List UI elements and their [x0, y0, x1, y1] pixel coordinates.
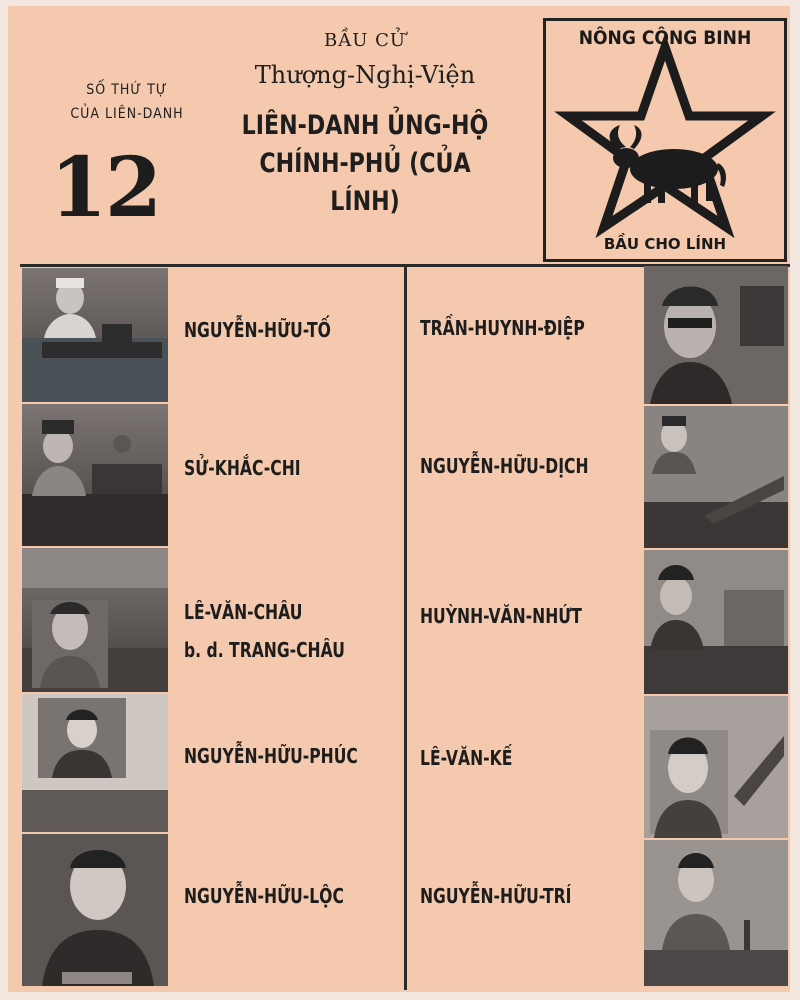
center-divider — [404, 266, 407, 990]
photo-portrait-airman — [644, 406, 788, 548]
candidate-photo-right-1 — [644, 266, 788, 404]
photo-portrait-sunglasses — [644, 266, 788, 404]
candidate-photo-right-3 — [644, 550, 788, 694]
candidate-photo-left-3 — [22, 548, 168, 692]
slate-name-line2: CHÍNH-PHỦ (CỦA LÍNH) — [259, 148, 471, 217]
candidate-name-right-2: NGUYỄN-HỮU-DỊCH — [420, 454, 589, 478]
photo-portrait-man-field — [644, 840, 788, 986]
list-number: 12 — [49, 140, 161, 236]
candidate-name-left-2: SỬ-KHẮC-CHI — [184, 456, 301, 480]
candidate-photo-right-2 — [644, 406, 788, 548]
candidate-name-right-5: NGUYỄN-HỮU-TRÍ — [420, 884, 572, 908]
candidate-name-left-4: NGUYỄN-HỮU-PHÚC — [184, 744, 358, 768]
candidate-name-left-3: LÊ-VĂN-CHÂU — [184, 600, 303, 624]
photo-portrait-civilian — [22, 548, 168, 692]
candidate-alias-left-3: b. d. TRANG-CHÂU — [184, 638, 345, 662]
header-title-block — [205, 30, 525, 221]
emblem-top-text: NÔNG CÔNG BINH — [578, 27, 752, 49]
candidate-photo-right-4 — [644, 696, 788, 838]
senate-label: Thượng-Nghị-Viện — [254, 61, 476, 89]
photo-portrait-pilot — [644, 696, 788, 838]
candidate-photo-left-4 — [22, 694, 168, 832]
list-number-label-line1: SỐ THỨ TỰ — [86, 82, 168, 98]
list-number-label-line2: CỦA LIÊN-DANH — [70, 106, 184, 122]
photo-portrait-officer — [22, 834, 168, 986]
candidate-name-left-5: NGUYỄN-HỮU-LỘC — [184, 884, 344, 908]
election-label: BẦU CỬ — [323, 30, 407, 51]
candidate-photo-left-5 — [22, 834, 168, 986]
candidate-photo-right-5 — [644, 840, 788, 986]
list-number-label — [52, 78, 202, 126]
slate-name — [234, 107, 496, 221]
candidate-name-right-4: LÊ-VĂN-KẾ — [420, 746, 513, 770]
emblem-bottom-text: BẦU CHO LÍNH — [603, 235, 727, 253]
candidate-photo-left-1 — [22, 268, 168, 402]
candidate-name-right-3: HUỲNH-VĂN-NHỨT — [420, 604, 582, 628]
photo-portrait-young-man — [22, 694, 168, 832]
party-emblem — [543, 18, 787, 262]
slate-name-line1: LIÊN-DANH ỦNG-HỘ — [241, 110, 489, 141]
candidate-name-right-1: TRẦN-HUYNH-ĐIỆP — [420, 316, 585, 340]
candidate-photo-left-2 — [22, 404, 168, 546]
candidate-name-left-1: NGUYỄN-HỮU-TỐ — [184, 318, 331, 342]
photo-portrait-sailor — [22, 268, 168, 402]
photo-portrait-soldier-field — [644, 550, 788, 694]
star-with-water-buffalo-icon — [546, 21, 784, 259]
photo-portrait-soldier-artillery — [22, 404, 168, 546]
